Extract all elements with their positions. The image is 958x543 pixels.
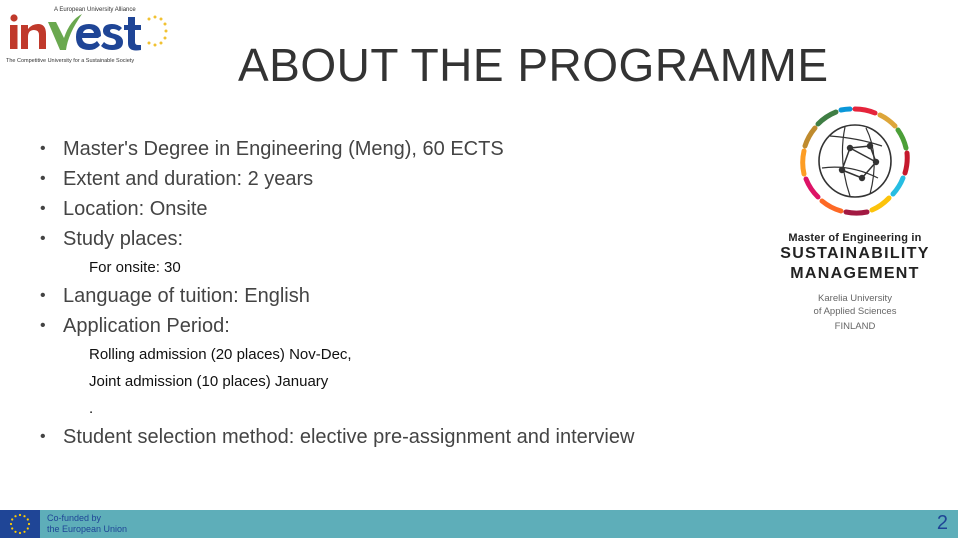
bullet-application: • Application Period: <box>40 311 720 341</box>
logo-tagline: The Competitive University for a Sustainable Society <box>6 58 135 64</box>
badge-line-master: Master of Engineering in <box>788 232 922 244</box>
alliance-label: A European University Alliance <box>54 7 136 13</box>
application-detail-rolling: Rolling admission (20 places) Nov-Dec, <box>89 346 352 363</box>
bullet-location: • Location: Onsite <box>40 194 720 224</box>
programme-badge <box>774 106 936 333</box>
eu-line-1: Co-funded by <box>47 513 102 523</box>
badge-line-management: MANAGEMENT <box>790 265 920 282</box>
bullet-degree: • Master's Degree in Engineering (Meng), 60 ECTS <box>40 134 720 164</box>
page-title: ABOUT THE PROGRAMME <box>238 39 829 91</box>
badge-line-sustainability: SUSTAINABILITY <box>780 245 930 262</box>
eu-cofunded-label <box>47 513 127 535</box>
eu-flag-icon <box>0 510 40 538</box>
bullet-language: • Language of tuition: English <box>40 281 720 311</box>
page-number: 2 <box>936 512 948 534</box>
study-places-detail: For onsite: 30 <box>89 259 181 276</box>
eu-line-2: the European Union <box>47 524 128 534</box>
bullet-study-places: • Study places: <box>40 224 720 254</box>
bullet-selection: • Student selection method: elective pre-assignment and interview <box>40 422 720 452</box>
programme-details <box>40 134 720 452</box>
application-detail-joint: Joint admission (10 places) January <box>89 373 329 390</box>
badge-line-applied: of Applied Sciences <box>813 306 897 317</box>
globe-network-icon <box>800 106 910 216</box>
footer-bar <box>0 510 958 538</box>
badge-line-karelia: Karelia University <box>818 293 892 304</box>
invest-logo <box>4 4 172 68</box>
bullet-extent: • Extent and duration: 2 years <box>40 164 720 194</box>
badge-line-country: FINLAND <box>834 321 876 332</box>
application-detail-dot: . <box>89 400 94 417</box>
